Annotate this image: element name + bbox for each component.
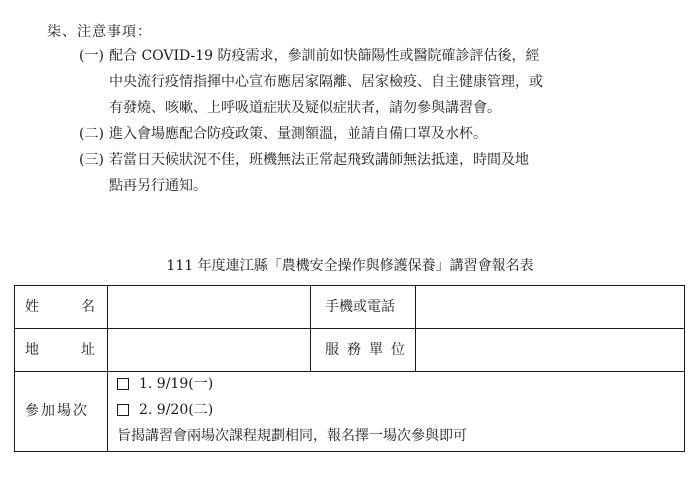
phone-field[interactable] [416,286,684,328]
unit-field[interactable] [416,329,684,371]
note-line: 點再另行通知。 [109,178,207,194]
session-note: 旨揭講習會兩場次課程規劃相同，報名擇一場次參與即可 [117,428,467,444]
note-line: 配合 COVID-19 防疫需求，參訓前如快篩陽性或醫院確診評估後，經 [109,48,540,64]
name-label: 姓 名 [25,299,95,315]
form-title: 111 年度連江縣「農機安全操作與修護保養」講習會報名表 [166,258,534,274]
session-label: 參加場次 [25,403,89,419]
note-number: (三) [79,152,104,168]
note-item-2 [79,121,487,147]
phone-label: 手機或電話 [325,299,395,315]
checkbox-icon[interactable] [117,404,129,416]
session-option-2[interactable] [117,400,213,420]
row-divider [15,371,684,372]
checkbox-icon[interactable] [117,378,129,390]
session-option-label: 2. 9/20(二) [139,402,214,418]
note-line: 有發燒、咳嗽、上呼吸道症狀及疑似症狀者，請勿參與講習會。 [109,100,501,116]
note-line: 進入會場應配合防疫政策、量測額溫，並請自備口罩及水杯。 [109,126,487,142]
note-line: 中央流行疫情指揮中心宣布應居家隔離、居家檢疫、自主健康管理，或 [109,74,543,90]
note-item-3 [79,147,529,199]
note-number: (二) [79,126,104,142]
note-item-1 [79,43,543,121]
column-divider [310,286,311,371]
session-option-1[interactable] [117,374,213,394]
notes-heading: 柒、注意事項： [47,24,152,40]
note-number: (一) [79,48,104,64]
registration-form-table [14,285,685,452]
session-option-label: 1. 9/19(一) [139,376,214,392]
name-field[interactable] [108,286,310,328]
address-field[interactable] [108,329,310,371]
unit-label: 服 務 單 位 [325,342,405,358]
address-label: 地 址 [25,342,95,358]
note-line: 若當日天候狀況不佳，班機無法正常起飛致講師無法抵達，時間及地 [109,152,529,168]
